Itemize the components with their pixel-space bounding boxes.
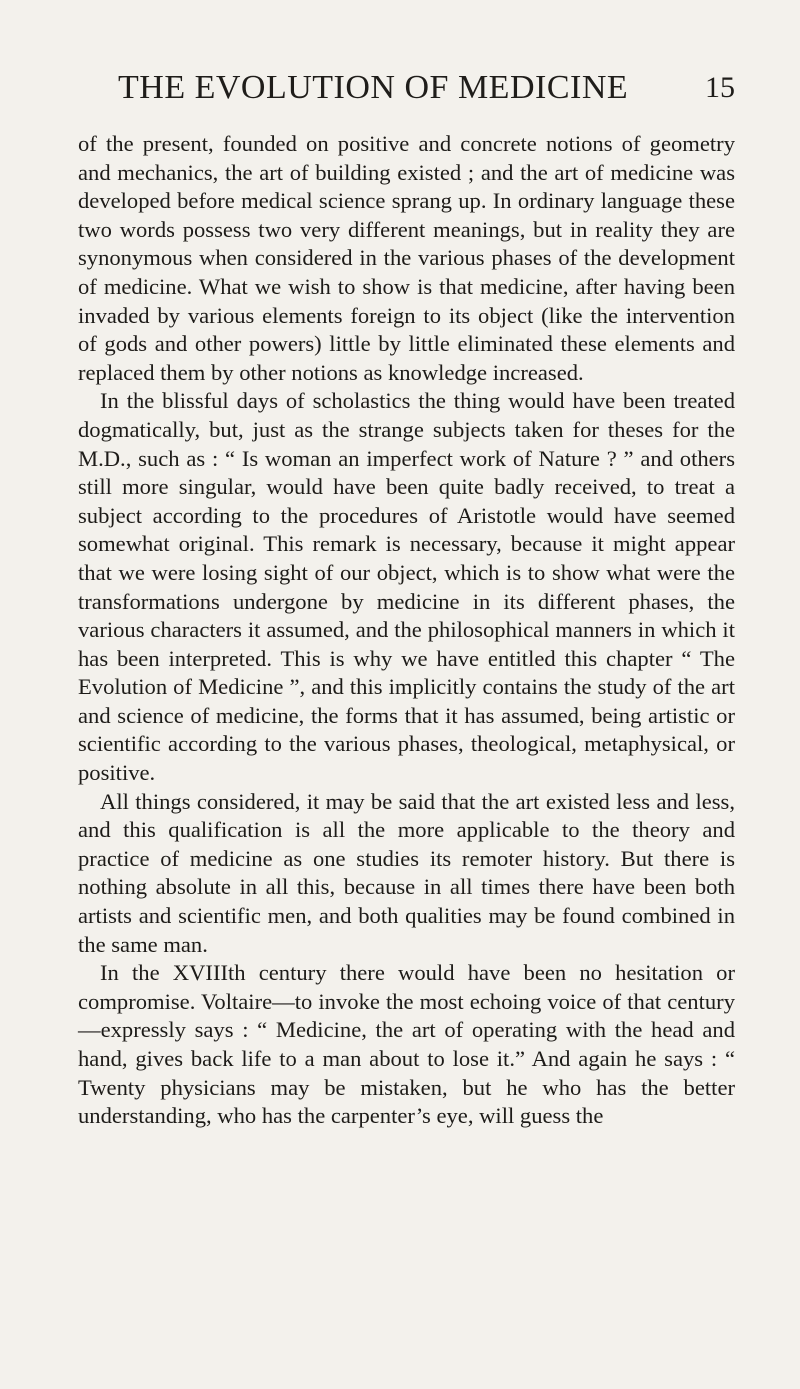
running-title: THE EVOLUTION OF MEDICINE [118, 69, 629, 106]
body-text [78, 130, 735, 1131]
page-number: 15 [705, 71, 735, 104]
running-head [78, 64, 735, 112]
paragraph-continued: of the present, founded on positive and concrete notions of geometry and mechanics, the art of building existed ; and the art of medicine was developed before medical science sprang up. In ordinary language these two words possess two very different meanings, but in reality they are synonymous when considered in the various phases of the development of medicine. What we wish to show is that medicine, after having been invaded by various elements foreign to its object (like the intervention of gods and other powers) little by little eliminated these elements and replaced them by other notions as knowledge increased. [78, 131, 735, 385]
paragraph-all-things-considered: All things considered, it may be said that the art existed less and less, and this qualification is all the more applicable to the theory and practice of medicine as one studies its remoter history. But there is nothing absolute in all this, because in all times there have been both artists and scientific men, and both qualities may be found combined in the same man. [78, 788, 735, 957]
paragraph-scholastics: In the blissful days of scholastics the thing would have been treated dogmatically, but, just as the strange subjects taken for theses for the M.D., such as : “ Is woman an imperfect work of Nature ? ” and others still more singular, would have been quite badly received, to treat a subject according to the procedures of Aristotle would have seemed somewhat original. This remark is necessary, because it might appear that we were losing sight of our object, which is to show what were the transformations undergone by medicine in its different phases, the various characters it assumed, and the philosophical manners in which it has been interpreted. This is why we have entitled this chapter “ The Evolution of Medicine ”, and this implicitly contains the study of the art and science of medicine, the forms that it has assumed, being artistic or scientific according to the various phases, theological, metaphysical, or positive. [78, 388, 735, 786]
paragraph-eighteenth-century: In the XVIIIth century there would have been no hesitation or compromise. Voltaire—to invoke the most echoing voice of that century—expressly says : “ Medicine, the art of operating with the head and hand, gives back life to a man about to lose it.” And again he says : “ Twenty physicians may be mistaken, but he who has the better understanding, who has the carpenter’s eye, will guess the [78, 960, 735, 1129]
